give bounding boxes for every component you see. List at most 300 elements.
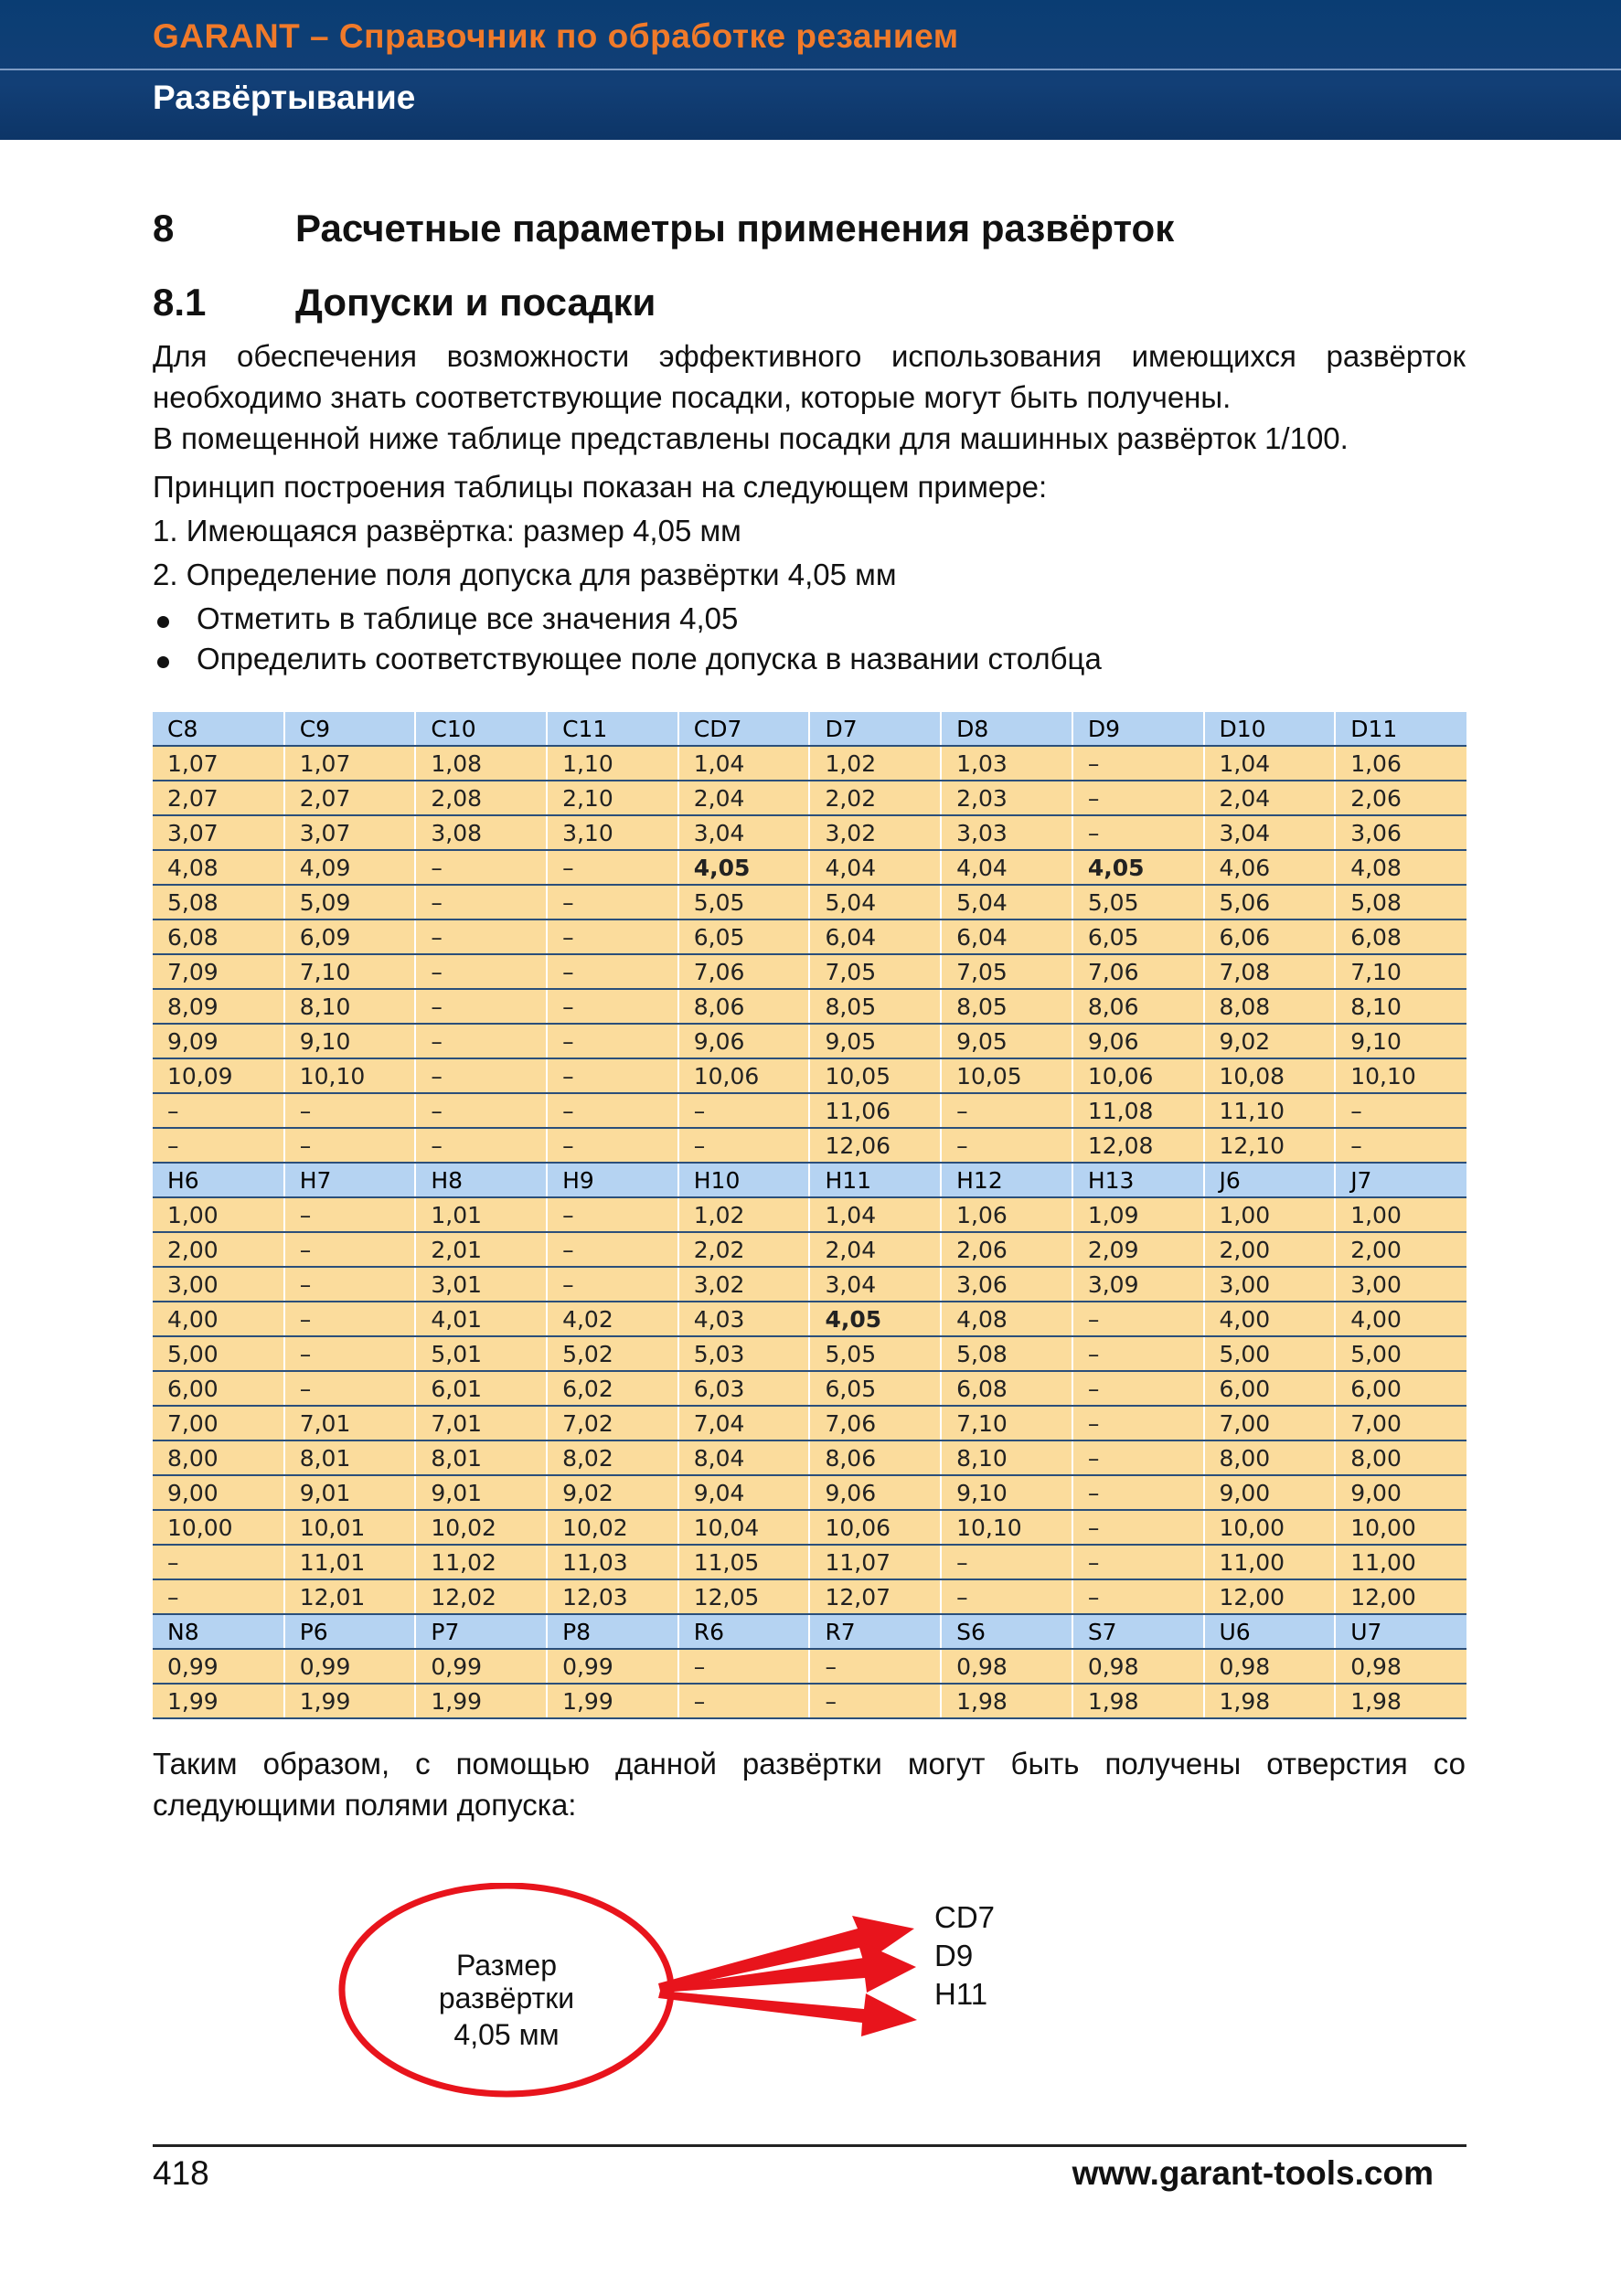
table-cell: 9,06 (809, 1475, 941, 1510)
table-cell: 10,02 (415, 1510, 547, 1545)
table-cell: 1,02 (678, 1197, 810, 1232)
table-cell: – (547, 1058, 678, 1093)
table-cell: 5,08 (941, 1336, 1072, 1371)
table-cell: 6,00 (1335, 1371, 1466, 1406)
table-cell: 6,05 (678, 919, 810, 954)
table-cell: 6,00 (153, 1371, 284, 1406)
table-cell: 9,05 (809, 1024, 941, 1058)
table-cell: 6,00 (1204, 1371, 1336, 1406)
table-cell: 8,00 (1204, 1440, 1336, 1475)
table-cell: 5,06 (1204, 885, 1336, 919)
table-cell: 6,06 (1204, 919, 1336, 954)
column-header: D11 (1335, 712, 1466, 746)
table-cell: 1,04 (809, 1197, 941, 1232)
table-cell: 9,10 (941, 1475, 1072, 1510)
table-cell: – (1072, 815, 1204, 850)
table-cell: 3,07 (284, 815, 416, 850)
table-row (153, 1649, 1466, 1684)
table-cell: 0,98 (941, 1649, 1072, 1684)
table-cell: 1,09 (1072, 1197, 1204, 1232)
column-header: J6 (1204, 1163, 1336, 1197)
table-row (153, 781, 1466, 815)
table-cell: – (1072, 1579, 1204, 1614)
table-cell: 2,04 (678, 781, 810, 815)
table-cell: 5,08 (153, 885, 284, 919)
table-cell: 5,02 (547, 1336, 678, 1371)
table-cell: 9,00 (153, 1475, 284, 1510)
table-cell: 2,09 (1072, 1232, 1204, 1267)
table-cell: – (678, 1128, 810, 1163)
table-cell: 11,03 (547, 1545, 678, 1579)
table-cell: 6,08 (1335, 919, 1466, 954)
table-cell: – (1072, 1475, 1204, 1510)
table-cell: 3,00 (1204, 1267, 1336, 1302)
table-cell: 12,02 (415, 1579, 547, 1614)
table-cell: 12,01 (284, 1579, 416, 1614)
table-cell: 8,10 (284, 989, 416, 1024)
table-cell: – (284, 1128, 416, 1163)
table-cell: 11,05 (678, 1545, 810, 1579)
fit-label-cd7: CD7 (934, 1900, 996, 1934)
table-cell: 1,99 (153, 1684, 284, 1718)
table-cell: 9,02 (1204, 1024, 1336, 1058)
table-cell: 7,10 (941, 1406, 1072, 1440)
table-cell: 12,00 (1204, 1579, 1336, 1614)
column-header: U6 (1204, 1614, 1336, 1649)
table-cell: 1,07 (153, 746, 284, 781)
table-cell: 4,08 (1335, 850, 1466, 885)
table-cell: 1,03 (941, 746, 1072, 781)
table-cell: – (809, 1649, 941, 1684)
table-cell: – (1335, 1128, 1466, 1163)
table-cell: 1,01 (415, 1197, 547, 1232)
table-cell: 5,01 (415, 1336, 547, 1371)
table-cell: – (678, 1649, 810, 1684)
table-cell: – (941, 1545, 1072, 1579)
table-cell: 12,08 (1072, 1128, 1204, 1163)
table-cell: – (1072, 1302, 1204, 1336)
table-cell: – (1072, 746, 1204, 781)
table-cell: 12,10 (1204, 1128, 1336, 1163)
table-row (153, 989, 1466, 1024)
table-cell: 5,03 (678, 1336, 810, 1371)
table-cell: 2,00 (1204, 1232, 1336, 1267)
table-cell: 8,02 (547, 1440, 678, 1475)
table-cell: 10,10 (941, 1510, 1072, 1545)
heading-8 (153, 207, 1174, 250)
table-cell: 2,02 (678, 1232, 810, 1267)
table-cell: 10,06 (678, 1058, 810, 1093)
table-cell: – (1072, 1510, 1204, 1545)
table-cell: – (415, 919, 547, 954)
table-cell: 1,04 (1204, 746, 1336, 781)
step-1: 1. Имеющаяся развёртка: размер 4,05 мм (153, 514, 741, 547)
table-cell: 3,02 (678, 1267, 810, 1302)
conclusion-paragraph: Таким образом, с помощью данной развёртки могут быть получены отверстия со следующими полями допуска: (153, 1747, 1466, 1822)
table-cell: 1,08 (415, 746, 547, 781)
table-cell: 3,09 (1072, 1267, 1204, 1302)
table-row (153, 1684, 1466, 1718)
table-cell: 7,05 (941, 954, 1072, 989)
table-cell: 9,06 (1072, 1024, 1204, 1058)
column-header: H13 (1072, 1163, 1204, 1197)
table-cell: 7,10 (1335, 954, 1466, 989)
table-cell: 4,04 (941, 850, 1072, 885)
table-cell: 2,06 (941, 1232, 1072, 1267)
table-cell: – (678, 1093, 810, 1128)
table-cell: – (1072, 781, 1204, 815)
table-cell: – (1072, 1545, 1204, 1579)
column-header: H11 (809, 1163, 941, 1197)
column-header: D8 (941, 712, 1072, 746)
table-cell: – (153, 1128, 284, 1163)
table-cell: 2,04 (1204, 781, 1336, 815)
table-cell: 12,07 (809, 1579, 941, 1614)
table-cell: 4,01 (415, 1302, 547, 1336)
table-cell: 1,99 (547, 1684, 678, 1718)
table-cell: 9,05 (941, 1024, 1072, 1058)
table-cell: 0,99 (153, 1649, 284, 1684)
heading-text: Допуски и посадки (295, 281, 656, 324)
heading-number: 8 (153, 207, 175, 250)
table-cell: 10,00 (153, 1510, 284, 1545)
column-header: D10 (1204, 712, 1336, 746)
table-row (153, 1128, 1466, 1163)
column-header: C9 (284, 712, 416, 746)
table-cell: 7,00 (153, 1406, 284, 1440)
table-cell: 0,98 (1335, 1649, 1466, 1684)
table-row (153, 1510, 1466, 1545)
table-cell: 3,00 (153, 1267, 284, 1302)
table-cell: 4,05 (809, 1302, 941, 1336)
table-cell: 1,98 (1335, 1684, 1466, 1718)
table-header-row (153, 1163, 1466, 1197)
table-cell: 9,00 (1335, 1475, 1466, 1510)
table-cell: 4,04 (809, 850, 941, 885)
table-cell: 4,06 (1204, 850, 1336, 885)
table-cell: 7,08 (1204, 954, 1336, 989)
table-row (153, 1371, 1466, 1406)
table-cell: 2,01 (415, 1232, 547, 1267)
table-cell: 8,06 (1072, 989, 1204, 1024)
table-cell: 8,01 (284, 1440, 416, 1475)
column-header: S6 (941, 1614, 1072, 1649)
table-cell: 8,00 (1335, 1440, 1466, 1475)
column-header: R6 (678, 1614, 810, 1649)
table-cell: – (547, 1024, 678, 1058)
brand-title: GARANT – Справочник по обработке резанием (153, 17, 959, 55)
table-cell: 1,07 (284, 746, 416, 781)
ellipse-line: развёртки (438, 1982, 575, 2014)
table-cell: 11,10 (1204, 1093, 1336, 1128)
table-cell: – (1335, 1093, 1466, 1128)
table-cell: – (284, 1267, 416, 1302)
table-cell: 7,04 (678, 1406, 810, 1440)
table-cell: 8,01 (415, 1440, 547, 1475)
table-cell: – (284, 1232, 416, 1267)
column-header: H6 (153, 1163, 284, 1197)
column-header: D7 (809, 712, 941, 746)
table-cell: 6,04 (809, 919, 941, 954)
table-cell: 8,09 (153, 989, 284, 1024)
table-row (153, 919, 1466, 954)
table-cell: – (284, 1093, 416, 1128)
table-cell: 9,01 (415, 1475, 547, 1510)
column-header: H12 (941, 1163, 1072, 1197)
table-cell: 2,00 (1335, 1232, 1466, 1267)
table-cell: 3,01 (415, 1267, 547, 1302)
column-header: CD7 (678, 712, 810, 746)
table-cell: 10,00 (1335, 1510, 1466, 1545)
table-row (153, 1336, 1466, 1371)
table-cell: 7,06 (809, 1406, 941, 1440)
table-cell: 0,99 (547, 1649, 678, 1684)
table-cell: 1,04 (678, 746, 810, 781)
table-cell: 1,98 (1204, 1684, 1336, 1718)
table-cell: 9,10 (1335, 1024, 1466, 1058)
ellipse-line: Размер (456, 1949, 557, 1982)
bullet-dot (157, 616, 169, 628)
column-header: P7 (415, 1614, 547, 1649)
ellipse-line: 4,05 мм (453, 2018, 560, 2051)
table-cell: 4,00 (1335, 1302, 1466, 1336)
table-cell: 1,06 (941, 1197, 1072, 1232)
table-cell: 4,02 (547, 1302, 678, 1336)
table-cell: 6,03 (678, 1371, 810, 1406)
table-row (153, 1267, 1466, 1302)
table-cell: 5,00 (153, 1336, 284, 1371)
table-cell: – (547, 885, 678, 919)
table-cell: 8,06 (678, 989, 810, 1024)
table-cell: 10,08 (1204, 1058, 1336, 1093)
table-cell: – (415, 954, 547, 989)
table-cell: 3,08 (415, 815, 547, 850)
column-header: P8 (547, 1614, 678, 1649)
table-cell: 2,08 (415, 781, 547, 815)
table-cell: – (941, 1579, 1072, 1614)
table-cell: 11,02 (415, 1545, 547, 1579)
table-cell: 7,01 (284, 1406, 416, 1440)
table-header-row (153, 1614, 1466, 1649)
table-cell: – (547, 1197, 678, 1232)
table-cell: – (678, 1684, 810, 1718)
column-header: C8 (153, 712, 284, 746)
table-cell: – (284, 1336, 416, 1371)
table-cell: – (1072, 1371, 1204, 1406)
table-row (153, 1093, 1466, 1128)
column-header: H9 (547, 1163, 678, 1197)
table-cell: 7,10 (284, 954, 416, 989)
table-cell: – (809, 1684, 941, 1718)
table-cell: 11,00 (1335, 1545, 1466, 1579)
website-link[interactable]: www.garant-tools.com (1072, 2154, 1434, 2192)
table-cell: – (941, 1093, 1072, 1128)
table-row (153, 1024, 1466, 1058)
table-cell: – (547, 919, 678, 954)
table-cell: 1,99 (415, 1684, 547, 1718)
table-cell: 3,04 (1204, 815, 1336, 850)
table-row (153, 1058, 1466, 1093)
table-cell: 6,09 (284, 919, 416, 954)
table-cell: 1,02 (809, 746, 941, 781)
table-cell: – (415, 850, 547, 885)
column-header: C10 (415, 712, 547, 746)
table-cell: 1,06 (1335, 746, 1466, 781)
table-cell: 3,03 (941, 815, 1072, 850)
principle-text: Принцип построения таблицы показан на следующем примере: (153, 470, 1048, 504)
table-cell: 1,98 (941, 1684, 1072, 1718)
table-cell: 3,00 (1335, 1267, 1466, 1302)
table-cell: 1,98 (1072, 1684, 1204, 1718)
table-cell: 0,99 (415, 1649, 547, 1684)
table-cell: 3,06 (1335, 815, 1466, 850)
table-cell: 9,09 (153, 1024, 284, 1058)
table-cell: 9,01 (284, 1475, 416, 1510)
table-cell: 3,02 (809, 815, 941, 850)
table-cell: 5,04 (941, 885, 1072, 919)
table-row (153, 1440, 1466, 1475)
table-cell: 8,10 (941, 1440, 1072, 1475)
table-row (153, 1197, 1466, 1232)
table-cell: 11,01 (284, 1545, 416, 1579)
fit-diagram (329, 1883, 1024, 2102)
table-cell: 9,02 (547, 1475, 678, 1510)
table-row (153, 1232, 1466, 1267)
column-header: N8 (153, 1614, 284, 1649)
table-cell: 8,05 (941, 989, 1072, 1024)
table-cell: 6,01 (415, 1371, 547, 1406)
footer-divider (153, 2144, 1466, 2147)
table-cell: 2,04 (809, 1232, 941, 1267)
table-cell: 7,00 (1204, 1406, 1336, 1440)
table-cell: 9,06 (678, 1024, 810, 1058)
table-cell: 2,07 (153, 781, 284, 815)
table-cell: 4,08 (153, 850, 284, 885)
table-row (153, 954, 1466, 989)
table-cell: – (547, 954, 678, 989)
table-cell: – (415, 1024, 547, 1058)
table-cell: 5,00 (1204, 1336, 1336, 1371)
table-cell: 10,05 (809, 1058, 941, 1093)
table-cell: 7,06 (678, 954, 810, 989)
table-cell: 3,10 (547, 815, 678, 850)
table-cell: 5,08 (1335, 885, 1466, 919)
table-cell: 7,06 (1072, 954, 1204, 989)
column-header: R7 (809, 1614, 941, 1649)
table-cell: 11,08 (1072, 1093, 1204, 1128)
table-cell: 1,99 (284, 1684, 416, 1718)
table-cell: 7,01 (415, 1406, 547, 1440)
table-cell: 6,02 (547, 1371, 678, 1406)
table-cell: – (1072, 1336, 1204, 1371)
table-cell: – (1072, 1440, 1204, 1475)
table-row (153, 885, 1466, 919)
table-cell: 2,10 (547, 781, 678, 815)
page-header (0, 0, 1621, 140)
table-cell: 12,00 (1335, 1579, 1466, 1614)
table-cell: 5,05 (1072, 885, 1204, 919)
column-header: C11 (547, 712, 678, 746)
table-cell: 9,00 (1204, 1475, 1336, 1510)
table-cell: 1,00 (153, 1197, 284, 1232)
table-row (153, 815, 1466, 850)
column-header: H7 (284, 1163, 416, 1197)
intro-paragraph-2: В помещенной ниже таблице представлены посадки для машинных развёрток 1/100. (153, 421, 1349, 455)
table-cell: 8,05 (809, 989, 941, 1024)
table-cell: 11,07 (809, 1545, 941, 1579)
table-cell: – (153, 1579, 284, 1614)
table-cell: 3,06 (941, 1267, 1072, 1302)
table-cell: 4,08 (941, 1302, 1072, 1336)
table-cell: 6,08 (941, 1371, 1072, 1406)
table-cell: – (547, 989, 678, 1024)
table-cell: 1,00 (1335, 1197, 1466, 1232)
table-cell: 2,03 (941, 781, 1072, 815)
table-cell: 7,09 (153, 954, 284, 989)
table-cell: 4,00 (1204, 1302, 1336, 1336)
table-cell: 12,03 (547, 1579, 678, 1614)
table-cell: – (284, 1371, 416, 1406)
table-cell: 10,09 (153, 1058, 284, 1093)
fit-label-h11: H11 (934, 1977, 988, 2011)
table-row (153, 1406, 1466, 1440)
table-cell: 6,05 (809, 1371, 941, 1406)
table-cell: – (153, 1093, 284, 1128)
column-header: H10 (678, 1163, 810, 1197)
section-title: Развёртывание (153, 79, 416, 116)
table-row (153, 746, 1466, 781)
table-cell: 7,05 (809, 954, 941, 989)
bullet-item: Определить соответствующее поле допуска в названии столбца (197, 642, 1102, 675)
table-cell: – (153, 1545, 284, 1579)
table-cell: 5,05 (809, 1336, 941, 1371)
table-cell: 2,07 (284, 781, 416, 815)
table-cell: 10,04 (678, 1510, 810, 1545)
table-cell: 10,02 (547, 1510, 678, 1545)
table-cell: 10,00 (1204, 1510, 1336, 1545)
table-cell: 6,05 (1072, 919, 1204, 954)
table-cell: 10,05 (941, 1058, 1072, 1093)
column-header: J7 (1335, 1163, 1466, 1197)
table-cell: 12,05 (678, 1579, 810, 1614)
table-cell: 1,00 (1204, 1197, 1336, 1232)
table-cell: 10,10 (284, 1058, 416, 1093)
table-row (153, 1579, 1466, 1614)
table-cell: 0,98 (1072, 1649, 1204, 1684)
table-cell: 4,00 (153, 1302, 284, 1336)
table-cell: 10,06 (1072, 1058, 1204, 1093)
table-cell: 5,00 (1335, 1336, 1466, 1371)
table-cell: 2,00 (153, 1232, 284, 1267)
table-row (153, 1302, 1466, 1336)
step-2: 2. Определение поля допуска для развёртки 4,05 мм (153, 558, 897, 591)
table-cell: – (547, 1093, 678, 1128)
table-cell: 12,06 (809, 1128, 941, 1163)
table-cell: 2,02 (809, 781, 941, 815)
table-cell: 8,06 (809, 1440, 941, 1475)
table-cell: 2,06 (1335, 781, 1466, 815)
heading-text: Расчетные параметры применения развёрток (295, 207, 1175, 250)
table-cell: – (547, 1232, 678, 1267)
table-cell: 6,08 (153, 919, 284, 954)
table-cell: 9,04 (678, 1475, 810, 1510)
heading-8-1 (153, 281, 656, 324)
table-cell: 8,10 (1335, 989, 1466, 1024)
table-row (153, 1475, 1466, 1510)
table-cell: – (415, 989, 547, 1024)
table-cell: – (1072, 1406, 1204, 1440)
table-cell: 4,03 (678, 1302, 810, 1336)
